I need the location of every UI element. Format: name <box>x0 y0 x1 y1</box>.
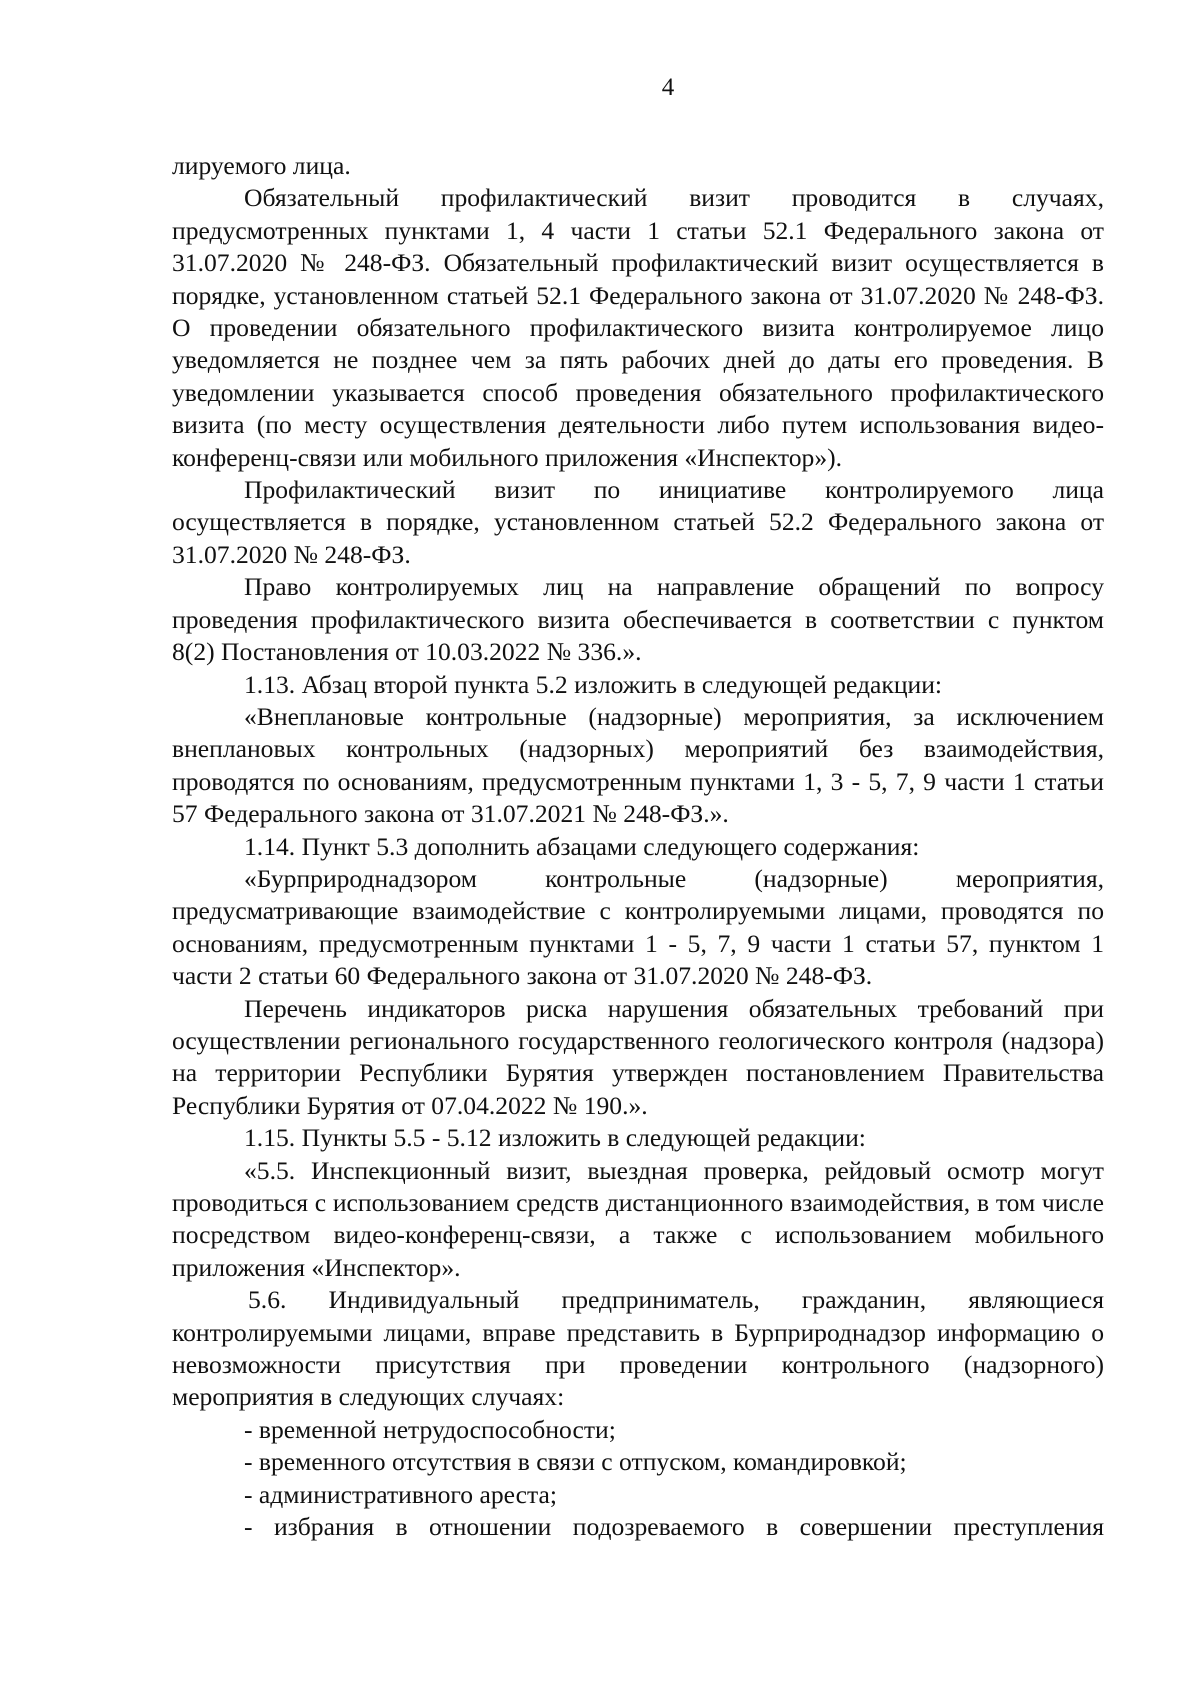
paragraph-interaction-measures: «Бурприроднадзором контрольные (надзорные) мероприятия, предусматривающие взаимодействие с контролируемыми лицами, проводятся по основаниям, предусмотренным пунктами 1 - 5, 7, 9 части 1 статьи 57, пунктом 1 части 2 статьи 60 Федерального закона от 31.07.2020 № 248-ФЗ. <box>172 863 1104 991</box>
paragraph-item-1-14: 1.14. Пункт 5.3 дополнить абзацами следующего содержания: <box>244 831 920 861</box>
paragraph-continuation: лируемого лица. <box>172 151 351 180</box>
paragraph-clause-5-6: 5.6. Индивидуальный предприниматель, гражданин, являющиеся контролируемыми лицами, вправе представить в Бурприроднадзор информацию о невозможности присутствия при проведении контрольного (надзорного) мероприятия в следующих случаях: <box>172 1285 1104 1412</box>
paragraph-unscheduled-measures: «Внеплановые контрольные (надзорные) мероприятия, за исключением внеплановых контрольных (надзорных) мероприятий без взаимодействия, проводятся по основаниям, предусмотренным пунктами 1, 3 - 5, 7, 9 части 1 статьи 57 Федерального закона от 31.07.2021 № 248-ФЗ.». <box>172 701 1104 829</box>
page-number: 4 <box>661 74 675 101</box>
paragraph-clause-5-5: «5.5. Инспекционный визит, выездная проверка, рейдовый осмотр могут проводиться с использованием средств дистанционного взаимодействия, в том числе посредством видео-конференц-связи, а также с использованием мобильного приложения «Инспектор». <box>172 1155 1104 1282</box>
paragraph-initiative-visit: Профилактический визит по инициативе контролируемого лица осуществляется в порядке, установленном статьей 52.2 Федерального закона от 31.07.2020 № 248-ФЗ. <box>172 475 1104 569</box>
paragraph-right-to-appeal: Право контролируемых лиц на направление обращений по вопросу проведения профилактического визита обеспечивается в соответствии с пунктом 8(2) Постановления от 10.03.2022 № 336.». <box>172 572 1104 667</box>
document-body <box>172 150 1104 1543</box>
list-item-disability: - временной нетрудоспособности; <box>244 1414 616 1444</box>
list-item-arrest: - административного ареста; <box>244 1479 557 1509</box>
paragraph-item-1-13: 1.13. Абзац второй пункта 5.2 изложить в следующей редакции: <box>244 669 943 699</box>
paragraph-item-1-15: 1.15. Пункты 5.5 - 5.12 изложить в следующей редакции: <box>244 1123 866 1153</box>
paragraph-risk-indicators: Перечень индикаторов риска нарушения обязательных требований при осуществлении регионального государственного геологического контроля (надзора) на территории Республики Бурятия утвержден постановлением Правительства Республики Бурятия от 07.04.2022 № 190.». <box>172 993 1104 1120</box>
list-item-absence: - временного отсутствия в связи с отпуском, командировкой; <box>244 1447 907 1477</box>
list-item-preventive-measure: - избрания в отношении подозреваемого в совершении преступления <box>244 1512 1104 1542</box>
paragraph-mandatory-visit: Обязательный профилактический визит проводится в случаях, предусмотренных пунктами 1, 4 части 1 статьи 52.1 Федерального закона от 31.07.2020 № 248-ФЗ. Обязательный профилактический визит осуществляется в порядке, установленном статьей 52.1 Федерального закона от 31.07.2020 № 248-ФЗ. О проведении обязательного профилактического визита контролируемое лицо уведомляется не позднее чем за пять рабочих дней до даты его проведения. В уведомлении указывается способ проведения обязательного профилактического визита (по месту осуществления деятельности либо путем использования видео-конференц-связи или мобильного приложения «Инспектор»). <box>172 183 1104 472</box>
